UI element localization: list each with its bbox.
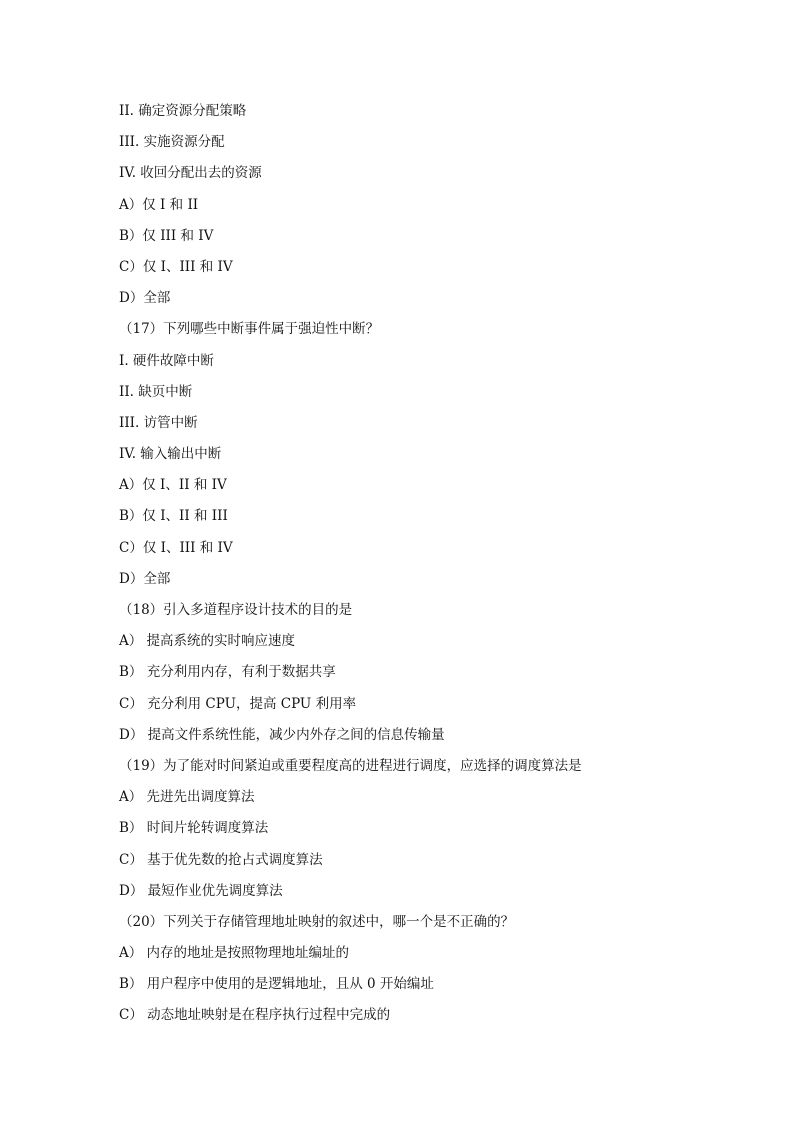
question-20: （20）下列关于存储管理地址映射的叙述中，哪一个是不正确的？: [119, 913, 515, 930]
answer-choice: A）仅 I、II 和 IV: [119, 477, 227, 494]
option-line: IV. 输入输出中断: [119, 446, 222, 463]
answer-choice: D）全部: [119, 570, 171, 587]
answer-choice: B） 用户程序中使用的是逻辑地址，且从 0 开始编址: [119, 976, 434, 993]
answer-choice: C）仅 I、III 和 IV: [119, 258, 233, 275]
answer-choice: D） 提高文件系统性能，减少内外存之间的信息传输量: [119, 726, 445, 743]
answer-choice: D） 最短作业优先调度算法: [119, 882, 283, 899]
answer-choice: A） 内存的地址是按照物理地址编址的: [119, 945, 350, 962]
answer-choice: C） 动态地址映射是在程序执行过程中完成的: [119, 1007, 391, 1024]
question-18: （18）引入多道程序设计技术的目的是: [119, 602, 353, 618]
answer-choice: B） 充分利用内存，有利于数据共享: [119, 664, 336, 681]
document-body: [119, 100, 759, 1036]
answer-choice: B）仅 III 和 IV: [119, 227, 214, 244]
option-line: IV. 收回分配出去的资源: [119, 165, 262, 182]
answer-choice: A） 提高系统的实时响应速度: [119, 633, 296, 650]
answer-choice: C） 基于优先数的抢占式调度算法: [119, 851, 323, 868]
answer-choice: B） 时间片轮转调度算法: [119, 820, 269, 837]
option-line: II. 确定资源分配策略: [119, 103, 247, 119]
option-line: III. 访管中断: [119, 414, 198, 431]
answer-choice: D）全部: [119, 290, 171, 307]
answer-choice: A） 先进先出调度算法: [119, 789, 255, 806]
option-line: III. 实施资源分配: [119, 134, 225, 151]
question-19: （19）为了能对时间紧迫或重要程度高的进程进行调度，应选择的调度算法是: [119, 757, 582, 774]
option-line: I. 硬件故障中断: [119, 352, 214, 369]
answer-choice: C） 充分利用 CPU，提高 CPU 利用率: [119, 695, 357, 712]
answer-choice: A）仅 I 和 II: [119, 196, 199, 213]
answer-choice: B）仅 I、II 和 III: [119, 508, 228, 525]
answer-choice: C）仅 I、III 和 IV: [119, 539, 233, 556]
option-line: II. 缺页中断: [119, 383, 193, 400]
question-17: （17）下列哪些中断事件属于强迫性中断？: [119, 321, 380, 338]
